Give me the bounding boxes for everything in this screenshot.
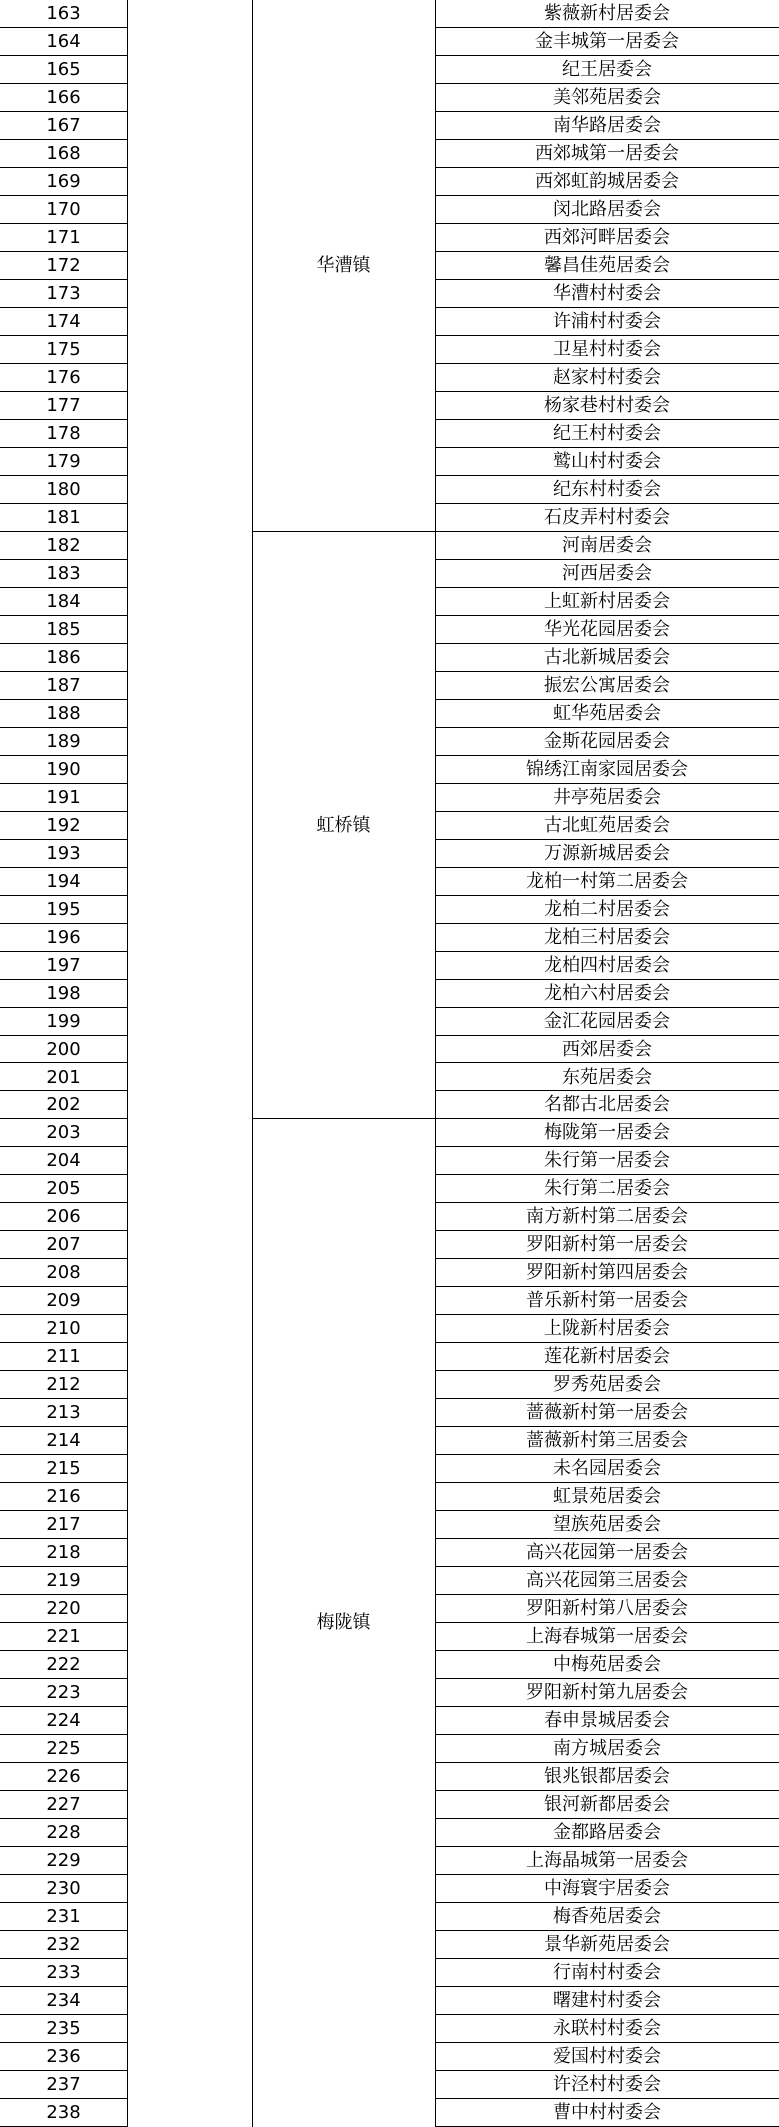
committee-name: 南方城居委会 (435, 1735, 779, 1763)
committee-name: 梅香苑居委会 (435, 1903, 779, 1931)
committee-name: 曹中村村委会 (435, 2099, 779, 2127)
committee-name: 高兴花园第一居委会 (435, 1539, 779, 1567)
committee-name: 井亭苑居委会 (435, 784, 779, 812)
committee-name: 金都路居委会 (435, 1819, 779, 1847)
row-number: 214 (0, 1427, 127, 1455)
row-number: 236 (0, 2043, 127, 2071)
row-number: 175 (0, 336, 127, 364)
row-number: 235 (0, 2015, 127, 2043)
row-number: 221 (0, 1623, 127, 1651)
committee-name: 罗阳新村第九居委会 (435, 1679, 779, 1707)
committee-name: 河南居委会 (435, 532, 779, 560)
row-number: 212 (0, 1371, 127, 1399)
committee-name: 南方新村第二居委会 (435, 1203, 779, 1231)
row-number: 185 (0, 616, 127, 644)
committee-name: 鹫山村村委会 (435, 448, 779, 476)
committee-name: 龙柏六村居委会 (435, 980, 779, 1008)
committee-name: 爱国村村委会 (435, 2043, 779, 2071)
row-number: 168 (0, 140, 127, 168)
row-number: 224 (0, 1707, 127, 1735)
committee-name: 中梅苑居委会 (435, 1651, 779, 1679)
row-number: 201 (0, 1064, 127, 1092)
committee-name: 朱行第一居委会 (435, 1147, 779, 1175)
row-number: 195 (0, 896, 127, 924)
committee-name: 河西居委会 (435, 560, 779, 588)
committee-name: 行南村村委会 (435, 1959, 779, 1987)
row-number: 215 (0, 1455, 127, 1483)
row-number: 213 (0, 1399, 127, 1427)
committee-name: 名都古北居委会 (435, 1091, 779, 1119)
committee-name: 纪王居委会 (435, 56, 779, 84)
committee-name: 上海晶城第一居委会 (435, 1847, 779, 1875)
committee-name: 卫星村村委会 (435, 336, 779, 364)
row-number: 166 (0, 84, 127, 112)
row-number: 174 (0, 308, 127, 336)
row-number: 202 (0, 1091, 127, 1119)
committee-name: 上陇新村居委会 (435, 1315, 779, 1343)
row-number: 210 (0, 1315, 127, 1343)
committee-name: 万源新城居委会 (435, 840, 779, 868)
row-number: 205 (0, 1175, 127, 1203)
row-number: 181 (0, 504, 127, 532)
row-number: 183 (0, 560, 127, 588)
town-name: 华漕镇 (316, 255, 371, 276)
committee-name: 蔷薇新村第一居委会 (435, 1399, 779, 1427)
committee-name: 杨家巷村村委会 (435, 392, 779, 420)
committee-name: 龙柏四村居委会 (435, 952, 779, 980)
row-number: 229 (0, 1847, 127, 1875)
row-number: 198 (0, 980, 127, 1008)
row-number: 171 (0, 224, 127, 252)
committee-name: 纪东村村委会 (435, 476, 779, 504)
committee-name: 龙柏三村居委会 (435, 924, 779, 952)
committee-name: 景华新苑居委会 (435, 1931, 779, 1959)
row-number: 167 (0, 112, 127, 140)
town-name: 虹桥镇 (316, 814, 371, 836)
row-number: 222 (0, 1651, 127, 1679)
committee-name: 龙柏二村居委会 (435, 896, 779, 924)
committee-name: 罗阳新村第八居委会 (435, 1595, 779, 1623)
committee-name: 永联村村委会 (435, 2015, 779, 2043)
row-number: 217 (0, 1511, 127, 1539)
row-number: 163 (0, 0, 127, 28)
row-number: 169 (0, 168, 127, 196)
row-number: 218 (0, 1539, 127, 1567)
row-number: 220 (0, 1595, 127, 1623)
row-number: 189 (0, 728, 127, 756)
row-number: 232 (0, 1931, 127, 1959)
row-number: 223 (0, 1679, 127, 1707)
committee-name: 锦绣江南家园居委会 (435, 756, 779, 784)
row-number: 208 (0, 1259, 127, 1287)
committee-name: 纪王村村委会 (435, 420, 779, 448)
row-number: 226 (0, 1763, 127, 1791)
row-number: 164 (0, 28, 127, 56)
committee-name: 银河新都居委会 (435, 1791, 779, 1819)
committee-name: 高兴花园第三居委会 (435, 1567, 779, 1595)
committee-name: 曙建村村委会 (435, 1987, 779, 2015)
committee-name: 春申景城居委会 (435, 1707, 779, 1735)
committee-name: 东苑居委会 (435, 1064, 779, 1092)
row-number: 188 (0, 700, 127, 728)
committee-name: 许浦村村委会 (435, 308, 779, 336)
row-number: 219 (0, 1567, 127, 1595)
row-number: 191 (0, 784, 127, 812)
row-number: 170 (0, 196, 127, 224)
row-number: 227 (0, 1791, 127, 1819)
row-number: 179 (0, 448, 127, 476)
row-number: 225 (0, 1735, 127, 1763)
committee-name: 中海寰宇居委会 (435, 1875, 779, 1903)
committee-name: 莲花新村居委会 (435, 1343, 779, 1371)
committee-name: 龙柏一村第二居委会 (435, 868, 779, 896)
committee-name: 望族苑居委会 (435, 1511, 779, 1539)
committee-name: 朱行第二居委会 (435, 1175, 779, 1203)
row-number: 194 (0, 868, 127, 896)
committee-name: 罗秀苑居委会 (435, 1371, 779, 1399)
row-number: 233 (0, 1959, 127, 1987)
committee-name: 华漕村村委会 (435, 280, 779, 308)
row-number: 184 (0, 588, 127, 616)
committee-name: 罗阳新村第四居委会 (435, 1259, 779, 1287)
row-number: 182 (0, 532, 127, 560)
row-number: 176 (0, 364, 127, 392)
committee-name: 振宏公寓居委会 (435, 672, 779, 700)
committee-name: 古北虹苑居委会 (435, 812, 779, 840)
row-number: 238 (0, 2099, 127, 2127)
committee-name: 美邻苑居委会 (435, 84, 779, 112)
committee-name: 紫薇新村居委会 (435, 0, 779, 28)
committee-name: 西郊虹韵城居委会 (435, 168, 779, 196)
committee-name: 西郊居委会 (435, 1036, 779, 1064)
row-number: 180 (0, 476, 127, 504)
committee-name: 普乐新村第一居委会 (435, 1287, 779, 1315)
committee-name: 闵北路居委会 (435, 196, 779, 224)
row-number: 165 (0, 56, 127, 84)
committee-name: 虹华苑居委会 (435, 700, 779, 728)
row-number: 199 (0, 1008, 127, 1036)
row-number: 200 (0, 1036, 127, 1064)
row-number: 206 (0, 1203, 127, 1231)
committee-name: 金汇花园居委会 (435, 1008, 779, 1036)
committee-name: 西郊城第一居委会 (435, 140, 779, 168)
row-number: 192 (0, 812, 127, 840)
row-number: 237 (0, 2071, 127, 2099)
row-number: 193 (0, 840, 127, 868)
committee-name: 华光花园居委会 (435, 616, 779, 644)
committee-name: 赵家村村委会 (435, 364, 779, 392)
row-number: 187 (0, 672, 127, 700)
committee-name: 蔷薇新村第三居委会 (435, 1427, 779, 1455)
row-number: 196 (0, 924, 127, 952)
committee-name: 西郊河畔居委会 (435, 224, 779, 252)
committee-name: 上海春城第一居委会 (435, 1623, 779, 1651)
row-number: 211 (0, 1343, 127, 1371)
row-number: 173 (0, 280, 127, 308)
row-number: 234 (0, 1987, 127, 2015)
row-number: 177 (0, 392, 127, 420)
row-number: 228 (0, 1819, 127, 1847)
committee-name: 上虹新村居委会 (435, 588, 779, 616)
row-number: 172 (0, 252, 127, 280)
committee-name: 虹景苑居委会 (435, 1483, 779, 1511)
committee-name: 梅陇第一居委会 (435, 1119, 779, 1147)
committee-name: 金丰城第一居委会 (435, 28, 779, 56)
committee-name: 许泾村村委会 (435, 2071, 779, 2099)
committee-name: 石皮弄村村委会 (435, 504, 779, 532)
row-number: 203 (0, 1119, 127, 1147)
row-number: 231 (0, 1903, 127, 1931)
row-number: 209 (0, 1287, 127, 1315)
committee-name: 金斯花园居委会 (435, 728, 779, 756)
row-number: 207 (0, 1231, 127, 1259)
row-number: 178 (0, 420, 127, 448)
town-name: 梅陇镇 (316, 1612, 371, 1634)
committee-name: 银兆银都居委会 (435, 1763, 779, 1791)
row-number: 190 (0, 756, 127, 784)
row-number: 204 (0, 1147, 127, 1175)
committee-name: 未名园居委会 (435, 1455, 779, 1483)
row-number: 216 (0, 1483, 127, 1511)
committee-name: 罗阳新村第一居委会 (435, 1231, 779, 1259)
committee-name: 古北新城居委会 (435, 644, 779, 672)
committee-name: 南华路居委会 (435, 112, 779, 140)
row-number: 186 (0, 644, 127, 672)
row-number: 230 (0, 1875, 127, 1903)
committee-name: 馨昌佳苑居委会 (435, 252, 779, 280)
row-number: 197 (0, 952, 127, 980)
